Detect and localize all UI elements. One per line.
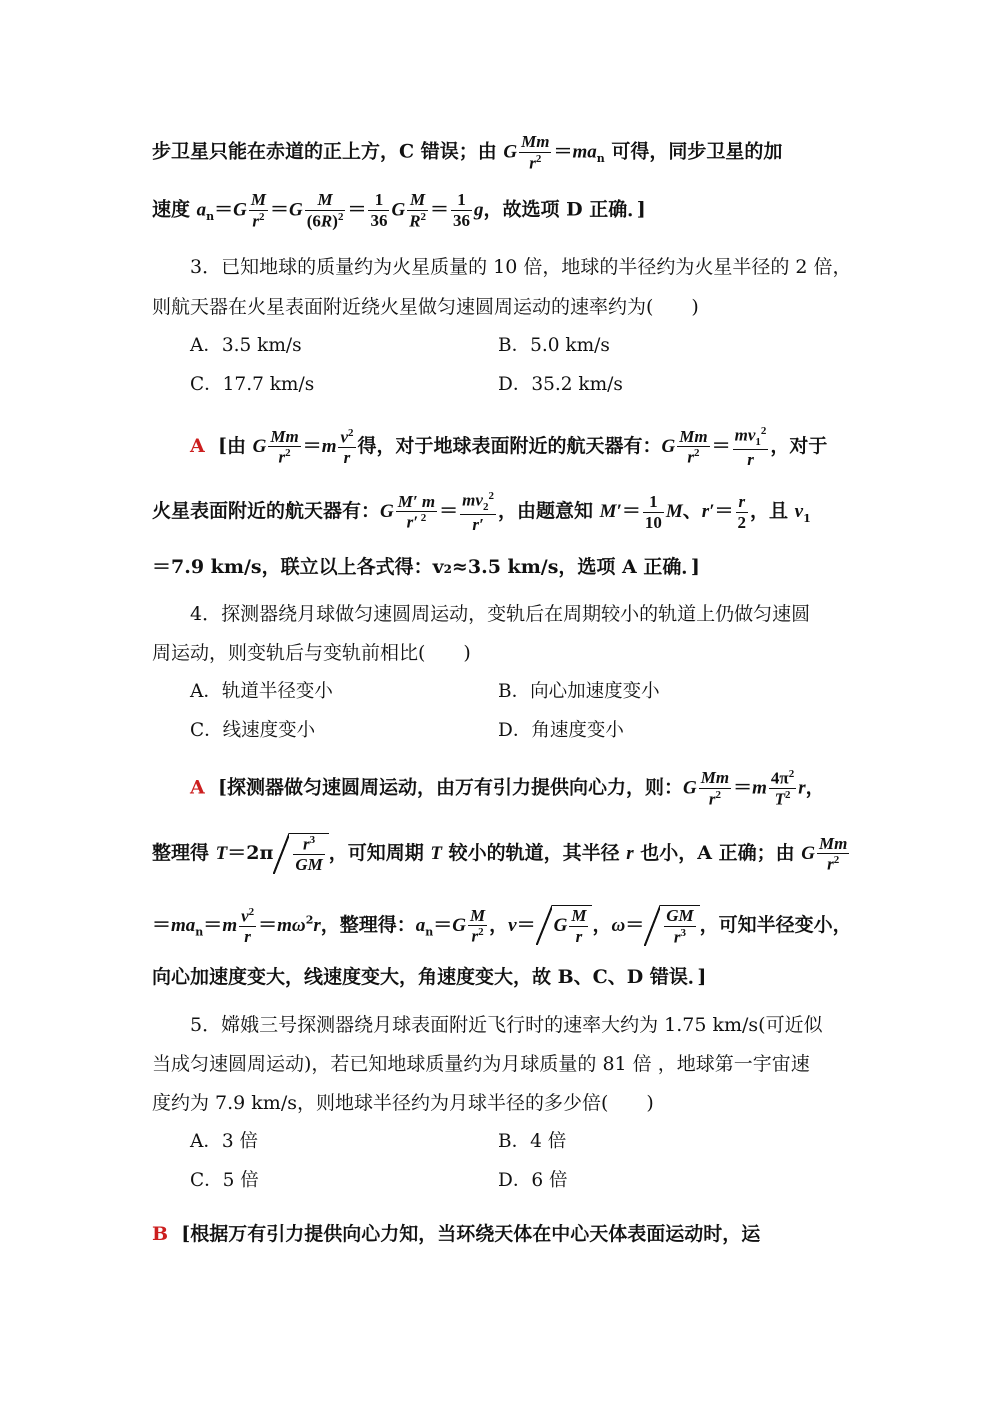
question-4-text-1: 4．探测器绕月球做匀速圆周运动，变轨后在周期较小的轨道上仍做匀速圆 (190, 603, 811, 625)
q5-answer: B (152, 1223, 169, 1245)
q4-option-a: A．轨道半径变小 (190, 681, 333, 702)
question-5-text-1: 5．嫦娥三号探测器绕月球表面附近飞行时的速率大约为 1.75 km/s(可近似 (190, 1014, 823, 1036)
question-3-text-1: 3．已知地球的质量约为火星质量的 10 倍，地球的半径约为火星半径的 2 倍， (190, 256, 852, 278)
question-4-text-2: 周运动，则变轨后与变轨前相比( ) (152, 642, 471, 664)
q3-option-a: A．3.5 km/s (190, 335, 302, 356)
q4-solution-line-1: A [探测器做匀速圆周运动，由万有引力提供向心力，则：G $\frac{Mm}{r^2}$ ＝m $\frac{4\pi^2}{T^2}$ r， (190, 768, 825, 809)
q5-solution-line-1: B [根据万有引力提供向心力知，当环绕天体在中心天体表面运动时，运 (152, 1223, 761, 1245)
q4-solution-line-2: 整理得 T＝2π $\frac{r^3}{GM}$ ，可知周期 T 较小的轨道，其半径 r 也小，A 正确；由 G $\frac{Mm}{r^2}$ (152, 833, 848, 875)
q4-solution-line-3: $=ma_n=m$ $\frac{v^2}{r}$ $=m\omega^2r$，整理得：$a_n=G$ $\frac{M}{r^2}$ ，v＝ G $\frac{M}{r}$ ，ω＝ $\frac{GM}{r^3}$ ，可知半径变小， (152, 905, 852, 947)
q3-answer: A (190, 435, 205, 458)
solution-line-2: 速度 $a_n=G$ $\frac{M}{r^2}$ ＝G $\frac{M}{(6R)^2}$ ＝ $\frac{1}{36}$ G $\frac{M}{R^2}$ ＝ $\frac{1}{36}$ g，故选项 D 正确．] (152, 190, 646, 231)
q4-option-c: C．线速度变小 (190, 720, 316, 741)
question-5-text-2: 当成匀速圆周运动)，若已知地球质量约为月球质量的 81 倍 ，地球第一宇宙速 (152, 1053, 810, 1075)
q3-solution-line-3: ＝7.9 km/s，联立以上各式得：v₂≈3.5 km/s，选项 A 正确．] (152, 556, 700, 578)
q5-option-c: C．5 倍 (190, 1170, 259, 1191)
q5-option-b: B．4 倍 (498, 1131, 567, 1152)
question-5-text-3: 度约为 7.9 km/s，则地球半径约为月球半径的多少倍( ) (152, 1092, 654, 1114)
q4-option-d: D．角速度变小 (498, 720, 624, 741)
q4-answer: A (190, 776, 205, 799)
q3-solution-line-1: A [由 G $\frac{Mm}{r^2}$ ＝m $\frac{v^2}{r}$ 得，对于地球表面附近的航天器有：G $\frac{Mm}{r^2}$ ＝ $\frac{mv_1^2}{r}$ ，对于 (190, 425, 828, 469)
q5-option-a: A．3 倍 (190, 1131, 259, 1152)
q5-option-d: D．6 倍 (498, 1170, 568, 1191)
solution-line-1: 步卫星只能在赤道的正上方，C 错误；由 G $\frac{Mm}{r^2}$ $=ma_n$ 可得，同步卫星的加 (152, 132, 783, 173)
q4-solution-line-4: 向心加速度变大，线速度变大，角速度变大，故 B、C、D 错误．] (152, 966, 707, 988)
question-3-text-2: 则航天器在火星表面附近绕火星做匀速圆周运动的速率约为( ) (152, 296, 699, 318)
q3-option-c: C．17.7 km/s (190, 374, 315, 395)
q3-solution-line-2: 火星表面附近的航天器有：G $\frac{M' m}{r' ^2}$ ＝ $\frac{mv_2^2}{r'}$ ，由题意知 M′＝ $\frac{1}{10}$ M、r′＝ $\frac{r}{2}$ ，且 $v_1$ (152, 490, 811, 534)
q3-option-d: D．35.2 km/s (498, 374, 623, 395)
q3-option-b: B．5.0 km/s (498, 335, 610, 356)
q4-option-b: B．向心加速度变小 (498, 681, 660, 702)
